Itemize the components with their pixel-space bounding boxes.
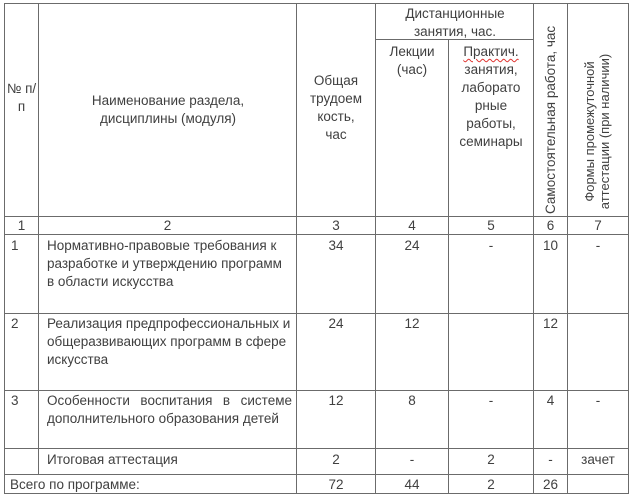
header-practice-line: рные <box>474 98 508 113</box>
row-name: Особенности воспитания в системе дополнительного образования детей <box>47 393 292 426</box>
header-practice-line: работы, <box>466 116 516 131</box>
row-name: Нормативно-правовые требования к разработке и утверждению программ в области искусства <box>47 238 282 289</box>
row-num: 2 <box>11 316 19 331</box>
row-practice: - <box>488 393 494 408</box>
header-practice-word: Практич. <box>463 44 519 59</box>
row-self: 4 <box>546 393 555 408</box>
header-total-line: час <box>325 127 347 142</box>
header-practice-line: лаборато <box>461 80 521 95</box>
row-num: 3 <box>11 393 19 408</box>
header-total-line: Общая <box>313 73 359 88</box>
row-lectures: 8 <box>408 393 416 408</box>
header-practice-line: занятия, <box>464 62 518 77</box>
row-self: 10 <box>542 238 559 253</box>
header-practice-line: семинары <box>459 134 523 149</box>
header-num: № п/п <box>6 81 37 114</box>
colnum-3: 3 <box>332 218 340 233</box>
row-form: - <box>595 393 601 408</box>
row-lectures: 12 <box>404 316 420 331</box>
header-total-line: кость, <box>317 109 355 124</box>
header-practice <box>450 43 532 151</box>
row-lectures: 24 <box>404 238 420 253</box>
header-total-line: трудоем <box>309 91 363 106</box>
row-num: 1 <box>11 238 19 253</box>
summary-total: 72 <box>328 477 344 492</box>
summary-self: 26 <box>542 477 559 492</box>
colnum-1: 1 <box>17 218 26 233</box>
row-practice: 2 <box>487 452 495 467</box>
header-total <box>299 72 373 144</box>
row-total: 24 <box>328 316 344 331</box>
row-name: Реализация предпрофессиональных и общеразвивающих программ в сфере искусства <box>47 316 291 367</box>
row-lectures: - <box>409 452 415 467</box>
header-distance: Дистанционные занятия, час. <box>405 6 505 39</box>
header-lectures: Лекции (час) <box>389 44 435 77</box>
row-self: - <box>548 452 553 467</box>
header-forms: Формы промежуточной аттестации (при наличии) <box>582 53 612 210</box>
colnum-2: 2 <box>163 218 172 233</box>
summary-practice: 2 <box>487 477 495 492</box>
row-self: 12 <box>542 316 559 331</box>
row-form: - <box>595 238 601 253</box>
colnum-4: 4 <box>408 218 416 233</box>
header-name: Наименование раздела, дисциплины (модуля) <box>91 93 245 126</box>
colnum-5: 5 <box>487 218 495 233</box>
row-name: Итоговая аттестация <box>47 452 178 467</box>
row-form: зачет <box>581 452 615 467</box>
row-total: 2 <box>332 452 340 467</box>
summary-lectures: 44 <box>404 477 420 492</box>
row-practice: - <box>488 238 494 253</box>
header-self: Самостоятельная работа, час <box>543 25 558 214</box>
colnum-6: 6 <box>546 218 555 233</box>
row-total: 12 <box>328 393 344 408</box>
summary-label: Всего по программе: <box>10 477 140 492</box>
row-total: 34 <box>328 238 344 253</box>
colnum-7: 7 <box>594 218 602 233</box>
